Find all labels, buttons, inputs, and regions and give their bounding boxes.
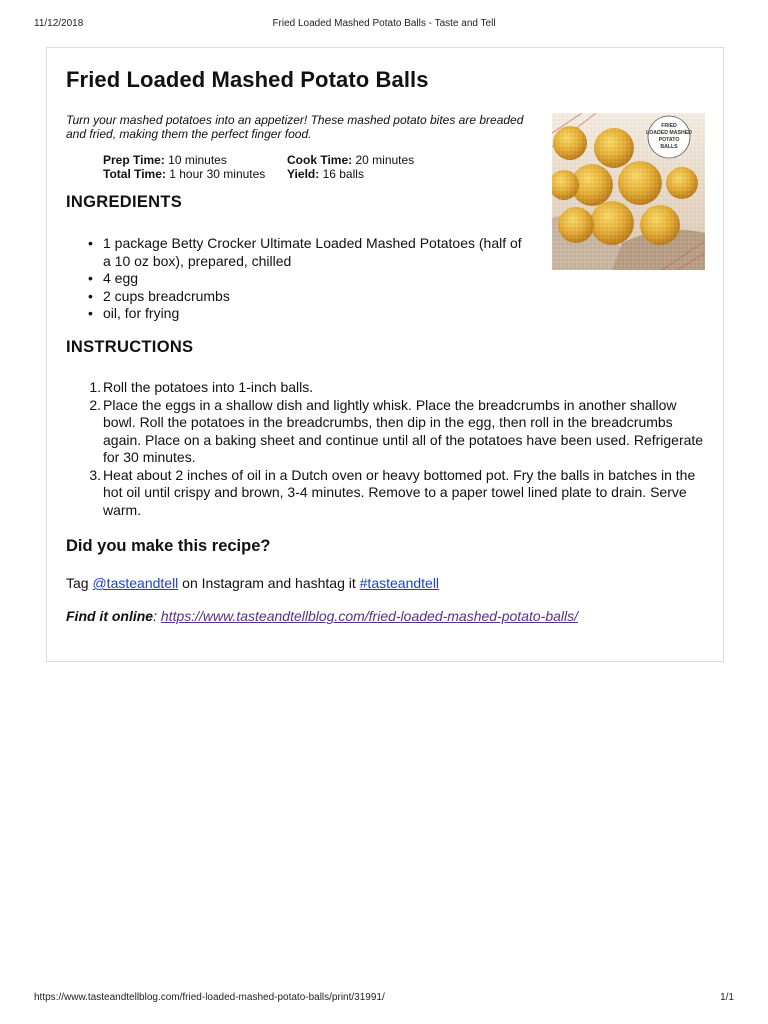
bullet-icon: • bbox=[88, 287, 93, 304]
ingredient-text: 1 package Betty Crocker Ultimate Loaded Mashed Potatoes (half of a 10 oz box), prepared, chilled bbox=[103, 235, 522, 269]
find-online-label: Find it online bbox=[66, 608, 154, 624]
svg-text:LOADED MASHED: LOADED MASHED bbox=[646, 130, 692, 136]
ingredient-text: 2 cups breadcrumbs bbox=[103, 287, 230, 304]
ingredient-list bbox=[88, 235, 523, 323]
yield-value: 16 balls bbox=[322, 167, 364, 181]
bullet-icon: • bbox=[88, 270, 93, 286]
prep-time-label: Prep Time: bbox=[103, 153, 165, 167]
ingredient-item bbox=[88, 235, 523, 270]
recipe-photo bbox=[552, 113, 705, 270]
image-overlay-text: FRIED bbox=[661, 123, 677, 129]
print-header bbox=[0, 18, 768, 32]
instagram-handle-link[interactable]: @tasteandtell bbox=[92, 575, 179, 591]
instruction-step bbox=[89, 379, 708, 397]
total-time-label: Total Time: bbox=[103, 167, 166, 181]
bullet-icon: • bbox=[88, 235, 93, 251]
ingredients-heading: INGREDIENTS bbox=[66, 193, 183, 211]
recipe-times bbox=[103, 153, 471, 181]
ingredient-text: oil, for frying bbox=[103, 305, 180, 321]
prep-time-value: 10 minutes bbox=[168, 153, 227, 167]
yield bbox=[287, 167, 471, 181]
page-count: 1/1 bbox=[720, 992, 734, 1003]
ingredient-item bbox=[88, 270, 523, 288]
find-online-separator: : bbox=[153, 608, 161, 624]
prep-time bbox=[103, 153, 287, 167]
bullet-icon: • bbox=[88, 305, 93, 321]
print-url: https://www.tasteandtellblog.com/fried-loaded-mashed-potato-balls/print/31991/ bbox=[34, 992, 385, 1003]
step-number: 3. bbox=[89, 466, 101, 483]
print-date: 11/12/2018 bbox=[34, 18, 84, 29]
cook-time-label: Cook Time: bbox=[287, 153, 353, 167]
step-text: Place the eggs in a shallow dish and lightly whisk. Place the breadcrumbs in another shallow bowl. Roll the potatoes in the breadcrumbs, then dip in the egg, then roll in the breadcrumbs again. Place on a baking sheet and continue until all of the potatoes have been used. Refrigerate for 30 minutes. bbox=[103, 396, 704, 465]
step-number: 2. bbox=[89, 396, 101, 413]
print-document-title: Fried Loaded Mashed Potato Balls - Taste and Tell bbox=[272, 18, 496, 29]
instagram-tag-line bbox=[66, 575, 439, 591]
step-text: Heat about 2 inches of oil in a Dutch oven or heavy bottomed pot. Fry the balls in batches in the hot oil until crispy and brown, 3-4 minutes. Remove to a paper towel lined plate to drain. Serve warm. bbox=[103, 466, 696, 518]
svg-text:POTATO: POTATO bbox=[658, 137, 680, 143]
recipe-url-link[interactable]: https://www.tasteandtellblog.com/fried-loaded-mashed-potato-balls/ bbox=[160, 608, 578, 624]
instruction-step bbox=[89, 466, 708, 520]
recipe-summary: Turn your mashed potatoes into an appetizer! These mashed potato bites are breaded and fried, making them the perfect finger food. bbox=[66, 113, 524, 141]
step-number: 1. bbox=[89, 379, 101, 395]
hashtag-link[interactable]: #tasteandtell bbox=[359, 575, 440, 591]
potato-balls-image bbox=[552, 113, 705, 270]
cook-time-value: 20 minutes bbox=[355, 153, 415, 167]
total-time bbox=[103, 167, 287, 181]
made-this-recipe-heading: Did you make this recipe? bbox=[66, 537, 271, 555]
instructions-heading: INSTRUCTIONS bbox=[66, 338, 194, 356]
total-time-value: 1 hour 30 minutes bbox=[169, 167, 266, 181]
cook-time bbox=[287, 153, 471, 167]
find-it-online bbox=[66, 608, 578, 624]
tag-prefix: Tag bbox=[66, 575, 93, 591]
tag-middle: on Instagram and hashtag it bbox=[178, 575, 360, 591]
ingredient-text: 4 egg bbox=[103, 270, 139, 286]
ingredient-item bbox=[88, 305, 523, 323]
instruction-list bbox=[89, 379, 708, 519]
svg-text:BALLS: BALLS bbox=[660, 144, 678, 150]
instruction-step bbox=[89, 396, 708, 467]
ingredient-item bbox=[88, 287, 523, 306]
recipe-title: Fried Loaded Mashed Potato Balls bbox=[66, 67, 429, 92]
step-text: Roll the potatoes into 1-inch balls. bbox=[103, 379, 314, 395]
recipe-card bbox=[46, 47, 724, 662]
yield-label: Yield: bbox=[287, 167, 320, 181]
